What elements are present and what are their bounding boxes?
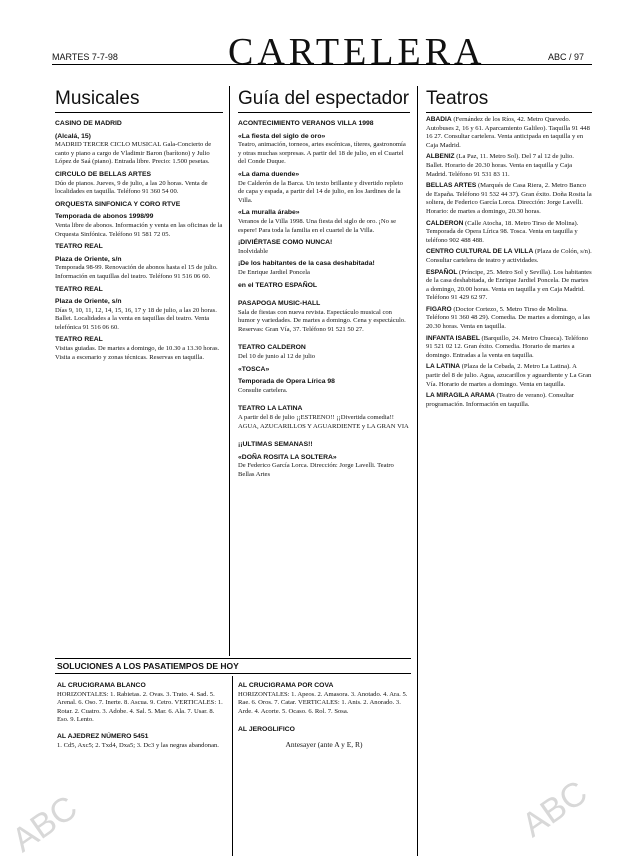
soluciones-title: SOLUCIONES A LOS PASATIEMPOS DE HOY bbox=[57, 661, 239, 671]
section-rule bbox=[426, 112, 592, 113]
soluciones-divider bbox=[232, 676, 233, 856]
teatro-entry: BELLAS ARTES (Marqués de Casa Riera, 2. Metro Banco de España. Teléfono 91 532 44 37). Gran éxito. Doña Rosita la soltera, de Federico García Lorca. Dirección: Jorge Lavelli. Horario: de martes a domingo, 20.30 horas. bbox=[426, 182, 592, 215]
soluciones-right: AL CRUCIGRAMA POR COVA HORIZONTALES: 1. Apeos. 2. Amasora. 3. Anotado. 4. Ara. 5. Rae. 6. Oros. 7. Catar. VERTICALES: 1. Anis. 2. Anorado. 3. Arde. 4. Acorte. 5. Ocaso. 6. Rol. 7. Sosa. AL JEROGLIFICO Antesayer (ante A y E, R) bbox=[238, 678, 410, 856]
teatro-entry: CENTRO CULTURAL DE LA VILLA (Plaza de Colón, s/n). Consultar cartelera de teatro y actividades. bbox=[426, 248, 592, 264]
musicales-entry-3: TEATRO REAL Plaza de Oriente, s/n Temporada 98-99. Renovación de abonos hasta el 15 de julio. Información en taquillas del teatro. Teléfono 91 516 06 60. bbox=[55, 243, 218, 280]
column-divider bbox=[229, 86, 230, 656]
teatro-entry: LA LATINA (Plaza de la Cebada, 2. Metro La Latina). A partir del 8 de julio. Agua, azucarillos y aguardiente y La Gran Vía. Horario de martes a domingo. Venta en taquilla. bbox=[426, 363, 592, 388]
section-title-musicales: Musicales bbox=[55, 88, 140, 109]
crucigrama-cova-title: AL CRUCIGRAMA POR COVA bbox=[238, 682, 334, 689]
header-date: MARTES 7-7-98 bbox=[52, 52, 118, 62]
column-divider bbox=[417, 86, 418, 856]
musicales-entry-5: TEATRO REAL Visitas guiadas. De martes a domingo, de 10.30 a 13.30 horas. Visita a escenario y zonas técnicas. Reservas en taquilla. bbox=[55, 336, 220, 361]
musicales-column bbox=[55, 116, 223, 656]
teatro-entry: INFANTA ISABEL (Barquillo, 24. Metro Chueca). Teléfono 91 521 02 12. Gran éxito. Comedia. Horario de martes a domingo. Entradas a la venta en taquilla. bbox=[426, 334, 589, 359]
ajedrez-title: AL AJEDREZ NÚMERO 5451 bbox=[57, 732, 149, 740]
musicales-entry-0: CASINO DE MADRID (Alcalá, 15) MADRID TERCER CICLO MUSICAL Gala-Concierto de canto y piano a cargo de Vladimir Baron (barítono) y Julio López de Saá (piano). Entrada libre. Precio: 1.500 pesetas. bbox=[55, 120, 212, 166]
teatros-column bbox=[426, 116, 592, 856]
section-rule bbox=[55, 112, 223, 113]
musicales-entry-1: CIRCULO DE BELLAS ARTES Dúo de pianos. Jueves, 9 de julio, a las 20 horas. Venta de localidades en taquilla. Teléfono 91 360 54 00. bbox=[55, 170, 208, 196]
musicales-entry-4: TEATRO REAL Plaza de Oriente, s/n Días 9, 10, 11, 12, 14, 15, 16, 17 y 18 de julio, a las 20 horas. Ballet. Localidades a la venta en taquillas del teatro. Venta telefónica 91 516 06 60. bbox=[55, 285, 217, 331]
section-rule bbox=[238, 112, 410, 113]
latina-title: TEATRO LA LATINA bbox=[238, 405, 303, 413]
calderon-title: TEATRO CALDERON bbox=[238, 344, 306, 352]
header-page-number: ABC / 97 bbox=[548, 52, 585, 62]
abc-watermark-left: ABC bbox=[5, 788, 85, 860]
teatro-entry: FIGARO (Doctor Cortezo, 5. Metro Tirso de Molina. Teléfono 91 360 48 29). Comedia. De martes a domingo, a las 20.30 horas. Venta en taquilla. bbox=[426, 305, 590, 331]
soluciones-rule-top bbox=[55, 658, 411, 659]
section-title-guia: Guía del espectador bbox=[238, 88, 410, 109]
teatro-entry: CALDERON (Calle Atocha, 18. Metro Tirso de Molina). Temporada de Opera Lírica 98. Tosca. Venta en taquilla y teléfono 902 488 488. bbox=[426, 219, 579, 244]
crucigrama-blanco-title: AL CRUCIGRAMA BLANCO bbox=[57, 682, 146, 689]
promo-title: ¡DIVIÉRTASE COMO NUNCA! bbox=[238, 239, 333, 247]
ultimas-title: ¡¡ULTIMAS SEMANAS!! bbox=[238, 441, 313, 449]
teatro-entry: LA MIRAGILA ARAMA (Teatro de verano). Consultar programación. Información en taquilla. bbox=[426, 392, 575, 408]
jeroglifico-title: AL JEROGLIFICO bbox=[238, 726, 295, 734]
guia-column: ACONTECIMIENTO VERANOS VILLA 1998 «La fiesta del siglo de oro» Teatro, animación, torneos, artes escénicas, títeres, gastronomía y otras muchas sorpresas. A partir del 18 de julio, en el Cuartel del Conde Duque. «La dama duende» De Calderón de la Barca. Un texto brillante y divertido repleto de capa y espada, a partir del 14 de julio, en los Jardines de la Villa. «La muralla árabe» Veranos de la Villa 1998. Una fiesta del siglo de oro. ¡No se espere! Para toda la familia en el cuartel de la Villa. ¡DIVIÉRTASE COMO NUNCA! Inolvidable ¡De los habitantes de la casa deshabitada! De Enrique Jardiel Poncela en el TEATRO ESPAÑOL PASAPOGA MUSIC-HALL Sala de fiestas con nueva revista. Espectáculo musical con humor y variedades. De martes a domingo. Cena y espectáculo. Reservas: Gran Vía, 37. Teléfono 91 521 50 27. TEATRO CALDERON Del 10 de junio al 12 de julio «TOSCA» Temporada de Opera Lírica 98 Consulte cartelera. TEATRO LA LATINA A partir del 8 de julio ¡¡ESTRENO!! ¡¡Divertida comedia!! AGUA, AZUCARILLOS Y AGUARDIENTE y LA GRAN VIA ¡¡ULTIMAS SEMANAS!! «DOÑA ROSITA LA SOLTERA» De Federico García Lorca. Dirección: Jorge Lavelli. Teatro Bellas Artes bbox=[238, 120, 409, 478]
teatro-entry: ALBENIZ (La Paz, 11. Metro Sol). Del 7 al 12 de julio. Ballet. Horario de 20.30 horas. Venta en taquilla y Caja Madrid. Teléfono 91 531 83 11. bbox=[426, 153, 574, 178]
guia-heading: ACONTECIMIENTO VERANOS VILLA 1998 bbox=[238, 120, 374, 127]
page-title: CARTELERA bbox=[228, 31, 486, 73]
musicales-entry-2: ORQUESTA SINFONICA Y CORO RTVE Temporada de abonos 1998/99 Venta libre de abonos. Información y venta en las oficinas de la Orquesta Sinfónica. Teléfono 91 581 72 05. bbox=[55, 200, 223, 238]
soluciones-left: AL CRUCIGRAMA BLANCO HORIZONTALES: 1. Rabietas. 2. Ovas. 3. Trato. 4. Sad. 5. Arenal. 6. Oso. 7. Inerte. 8. Ascua. 9. Cetro. VERTICALES: 1. Rotar. 2. Cuatro. 3. Adobe. 4. Sal. 5. Mar. 6. Ala. 7. Usar. 8. Eso. 9. Lento. AL AJEDREZ NÚMERO 5451 1. Cd5, Axc5; 2. Txd4, Dxa5; 3. Dc3 y las negras abandonan. bbox=[57, 678, 227, 856]
teatro-entry: ABADIA (Fernández de los Ríos, 42. Metro Quevedo. Autobuses 2, 16 y 61. Aparcamiento Galileo). Taquilla 91 448 16 27. Consultar cartelera. Venta anticipada en taquilla y en Caja Madrid. bbox=[426, 116, 590, 149]
pasapoga-title: PASAPOGA MUSIC-HALL bbox=[238, 300, 321, 308]
soluciones-rule bbox=[55, 673, 411, 674]
section-title-teatros: Teatros bbox=[426, 88, 489, 109]
header-rule bbox=[52, 64, 592, 65]
teatro-entry: ESPAÑOL (Príncipe, 25. Metro Sol y Sevilla). Los habitantes de la casa deshabitada, de Enrique Jardiel Poncela. De martes a domingo, 20.00 horas. Venta en taquilla y en Caja Madrid. Teléfono 91 429 62 97. bbox=[426, 268, 592, 302]
abc-watermark-right: ABC bbox=[515, 773, 595, 845]
